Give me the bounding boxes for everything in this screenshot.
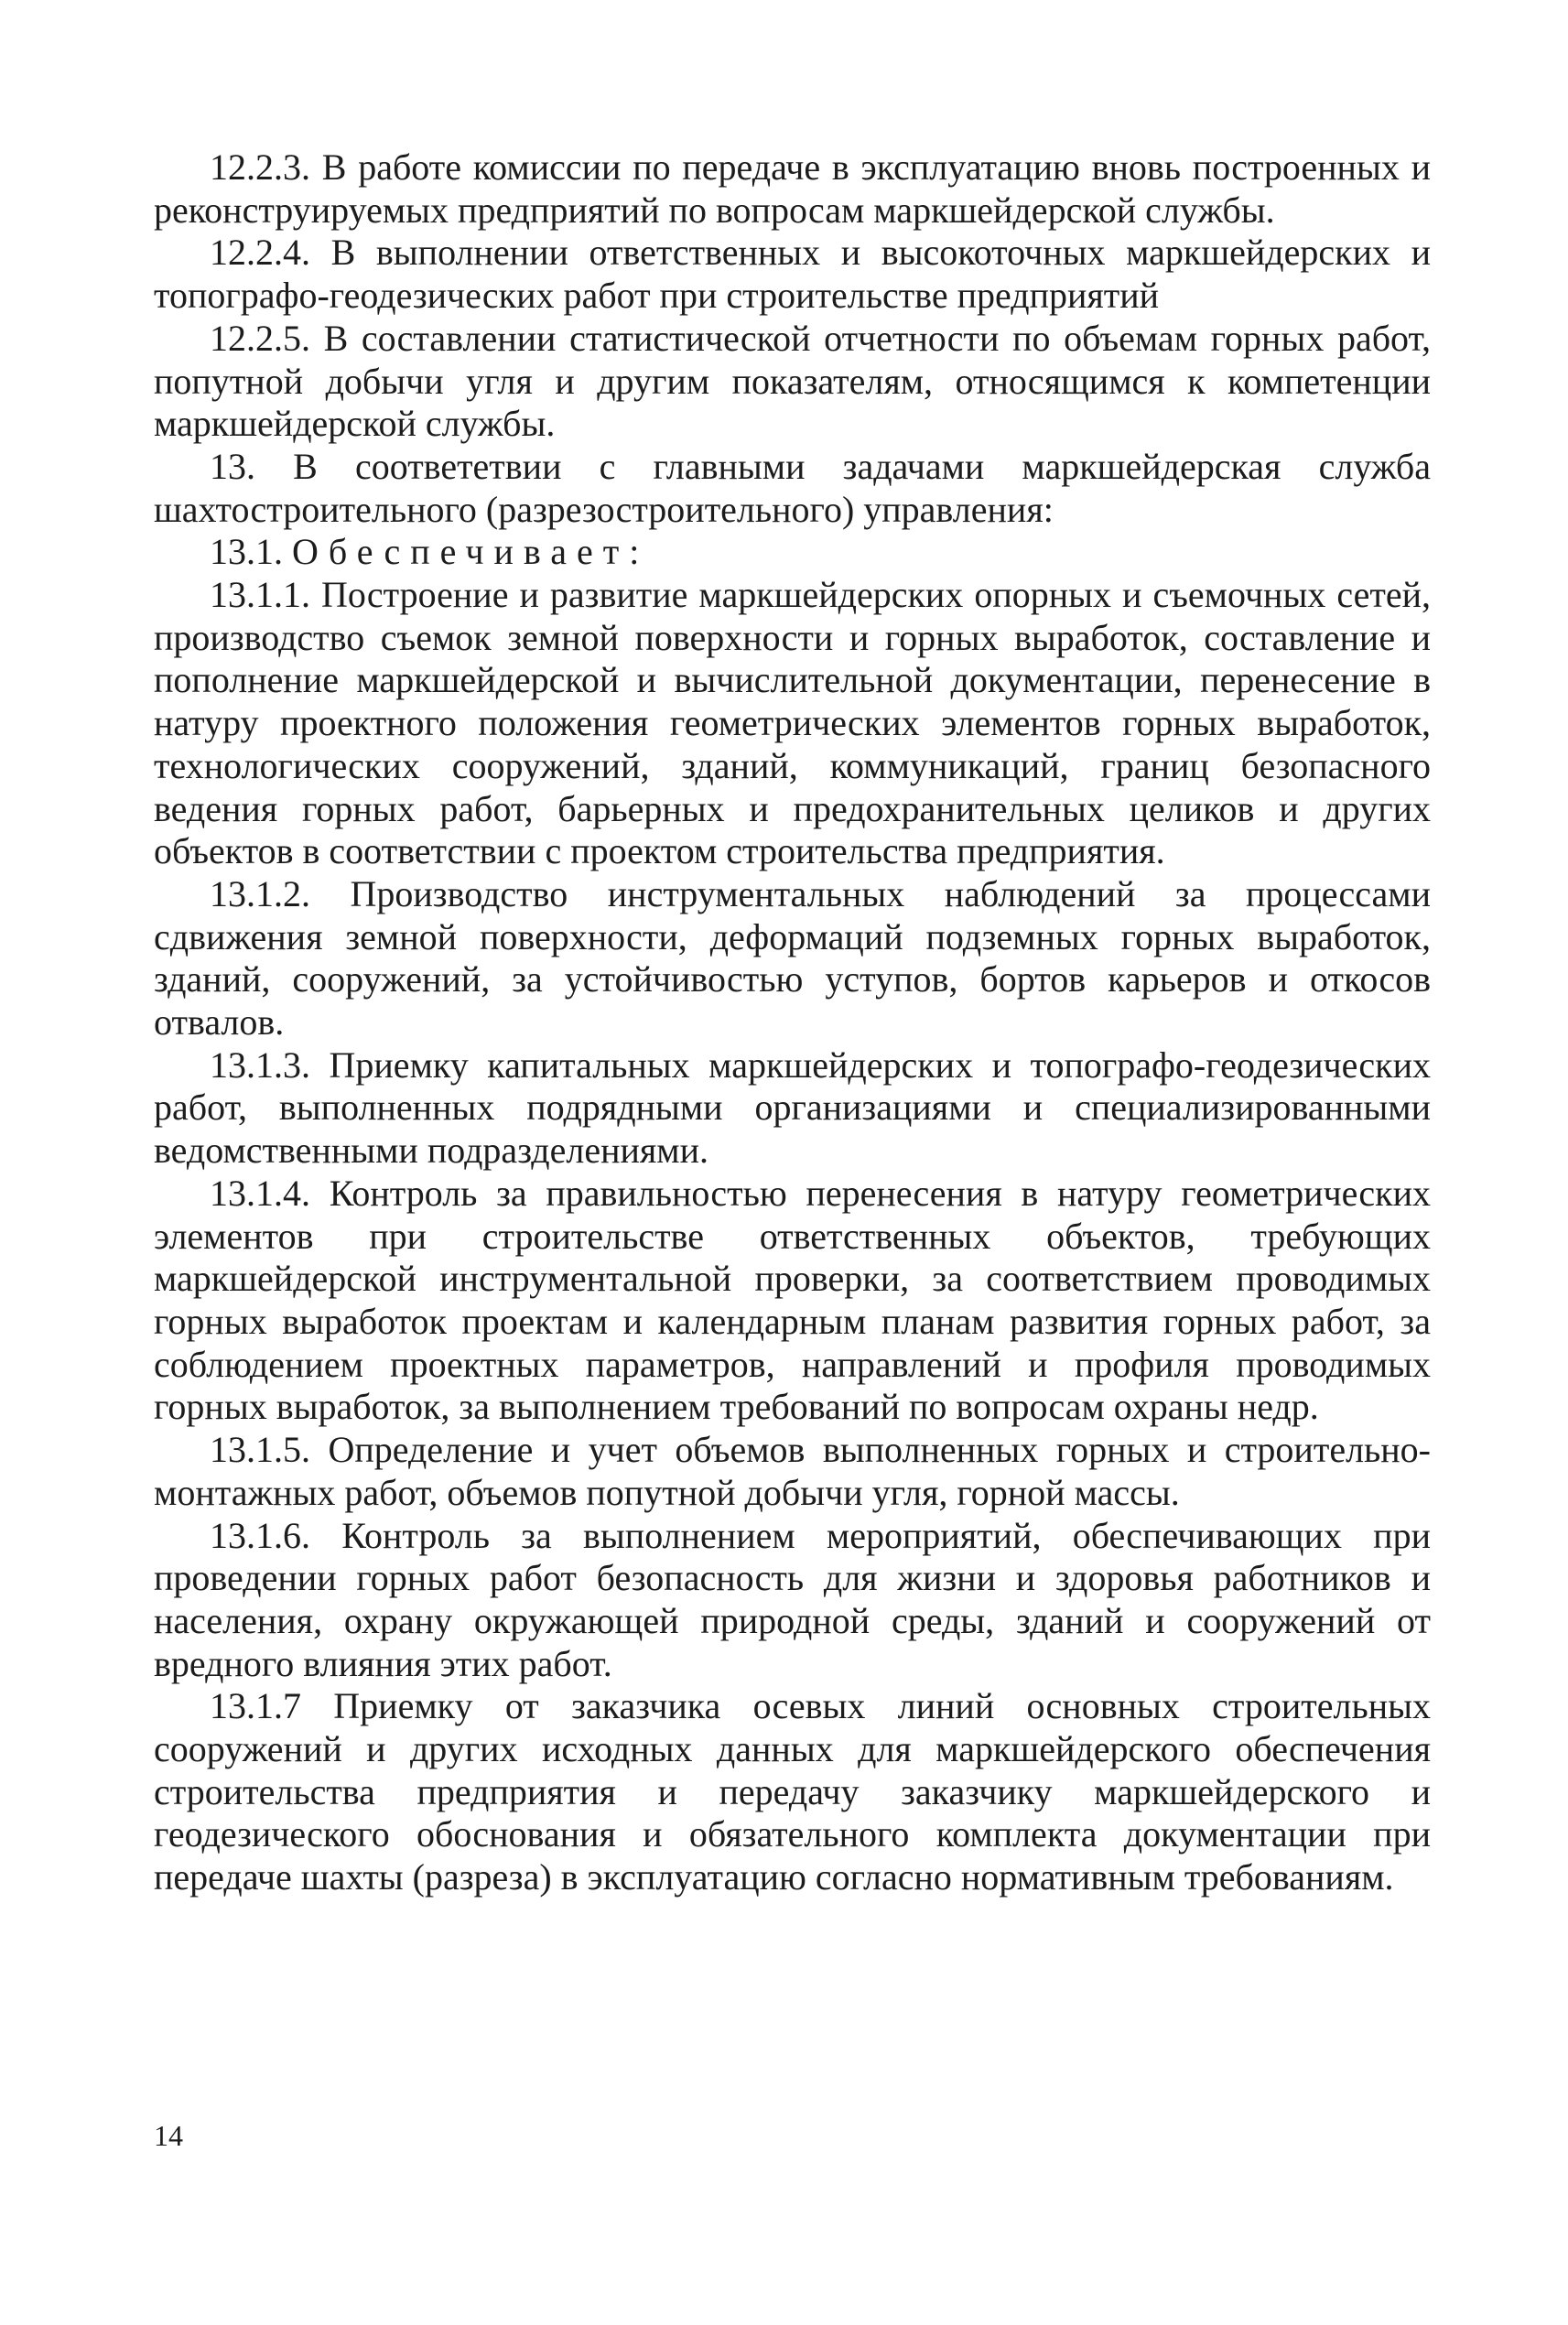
paragraph-text: Обеспечивает: (292, 531, 650, 573)
paragraph-text: Приемку капитальных маркшейдерских и топографо-геодезических работ, выполненных подрядными организациями и специализированными ведомственными подразделениями. (154, 1044, 1431, 1172)
paragraph-13-1 (154, 531, 1431, 574)
paragraph-number: 13.1.7 (210, 1685, 301, 1727)
paragraph-text: Контроль за выполнением мероприятий, обеспечивающих при проведении горных работ безопасность для жизни и здоровья работников и населения, охрану окружающей природной среды, зданий и сооружений от вредного влияния этих работ. (154, 1514, 1431, 1684)
paragraph-number: 12.2.5. (210, 317, 310, 359)
paragraph-number: 13.1.3. (210, 1044, 310, 1086)
paragraph-13-1-6 (154, 1515, 1431, 1686)
paragraph-text: Производство инструментальных наблюдений за процессами сдвижения земной поверхности, деформаций подземных горных выработок, зданий, сооружений, за устойчивостью уступов, бортов карьеров и откосов отвалов. (154, 872, 1431, 1044)
paragraph-number: 12.2.4. (210, 232, 310, 274)
paragraph-13-1-2 (154, 873, 1431, 1044)
paragraph-text: Построение и развитие маркшейдерских опорных и съемочных сетей, производство съемок земной поверхности и горных выработок, составление и пополнение маркшейдерской и вычислительной документации, перенесение в натуру проектного положения геометрических элементов горных выработок, технологических сооружений, зданий, коммуникаций, границ безопасного ведения горных работ, барьерных и предохранительных целиков и других объектов в соответствии с проектом строительства предприятия. (154, 574, 1432, 872)
paragraph-13-1-5 (154, 1429, 1431, 1514)
paragraph-text: В работе комиссии по передаче в эксплуатацию вновь построенных и реконструируемых предприятий по вопросам маркшейдерской службы. (154, 146, 1432, 231)
paragraph-13-1-3 (154, 1044, 1431, 1173)
paragraph-number: 13.1.1. (210, 574, 310, 616)
paragraph-number: 13. (210, 445, 255, 487)
paragraph-number: 13.1.5. (210, 1429, 310, 1471)
paragraph-text: Определение и учет объемов выполненных горных и строительно-монтажных работ, объемов попутной добычи угля, горной массы. (154, 1429, 1431, 1513)
paragraph-number: 13.1.6. (210, 1514, 310, 1556)
paragraph-13-1-1 (154, 574, 1431, 873)
paragraph-12-2-3 (154, 146, 1431, 232)
paragraph-text: В соответетвии с главными задачами маркшейдерская служба шахтостроительного (разрезостроительного) управления: (154, 445, 1431, 530)
paragraph-13-1-7 (154, 1685, 1431, 1899)
page-number: 14 (154, 2119, 183, 2152)
document-page (154, 146, 1431, 1899)
paragraph-text: В составлении статистической отчетности по объемам горных работ, попутной добычи угля и другим показателям, относящимся к компетенции маркшейдерской службы. (154, 317, 1431, 445)
paragraph-number: 13.1.2. (210, 872, 310, 914)
paragraph-number: 13.1. (210, 531, 283, 573)
paragraph-text: В выполнении ответственных и высокоточных маркшейдерских и топографо-геодезических работ при строительстве предприятий (154, 232, 1431, 317)
paragraph-13-1-4 (154, 1173, 1431, 1429)
paragraph-13 (154, 446, 1431, 531)
paragraph-12-2-5 (154, 318, 1431, 446)
paragraph-text: Контроль за правильностью перенесения в натуру геометрических элементов при строительстве ответственных объектов, требующих маркшейдерской инструментальной проверки, за соответствием проводимых горных выработок проектам и календарным планам развития горных работ, за соблюдением проектных параметров, направлений и профиля проводимых горных выработок, за выполнением требований по вопросам охраны недр. (154, 1172, 1431, 1428)
paragraph-12-2-4 (154, 232, 1431, 317)
paragraph-number: 13.1.4. (210, 1172, 310, 1214)
paragraph-text: Приемку от заказчика осевых линий основных строительных сооружений и других исходных данных для маркшейдерского обеспечения строительства предприятия и передачу заказчику маркшейдерского и геодезического обоснования и обязательного комплекта документации при передаче шахты (разреза) в эксплуатацию согласно нормативным требованиям. (154, 1685, 1431, 1898)
paragraph-number: 12.2.3. (210, 146, 310, 188)
